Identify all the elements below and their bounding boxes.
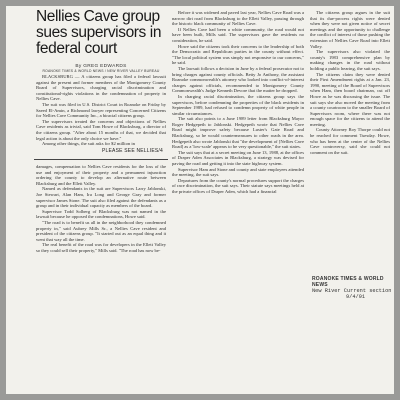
byline (36, 64, 166, 73)
byline-name: By GREG EDWARDS (75, 64, 127, 69)
paragraph: "The road is to benefit us all in the neighborhood they condemned property in," said Aubrey Mills Sr., a Nellies Cave resident and president of the citizens group. "It started out as an equal thing and it went that way all the time. (36, 219, 166, 242)
clipping-source-note (312, 276, 392, 301)
jump-line: PLEASE SEE NELLIES/4 (102, 148, 163, 154)
column-3 (310, 10, 390, 268)
paragraph: damages, compensation to Nellies Cave residents for the loss of the use and enjoyment of their property and a permanent injunction ordering the county to develop an alternative route between Blacksburg and the Ellett Valley. (36, 164, 166, 186)
paragraph: The suit says that at a secret meeting on June 13, 1988, at the offices of Draper Aden Associates in Blacksburg, a strategy was devised for paving the road and getting it into the state highway system. (172, 149, 304, 167)
clipping-source: ROANOKE TIMES & WORLD NEWS (312, 276, 384, 288)
paragraph: If Nellies Cave had been a white community, the road would not have been built, Mills said. The supervisors gave the residents no consideration, he said. (172, 26, 304, 43)
clipping-section: New River Current section (312, 288, 392, 294)
paragraph: The real benefit of the road was for developers in the Ellett Valley so they could sell their property," Mills said. "The road has now be- (36, 242, 166, 253)
paragraph: The citizens group argues in the suit that its due-process rights were denied when they were not given notice of secret meetings and the opportunity to challenge the conflict of interest of those pushing the extension of Nellies Cave Road into Ellett Valley. (310, 10, 390, 49)
column-1-bottom (36, 164, 166, 390)
paragraph: BLACKSBURG — A citizens group has filed a federal lawsuit against the present and former members of the Montgomery County Board of Supervisors, charging racial discrimination and constitutional-rights violations in the condemnation of property in Nellies Cave. (36, 74, 166, 102)
clipping-date: 9/4/91 (346, 294, 366, 301)
paragraph: Howe said the citizens took their concerns to the leadership of both the Democratic and Republican parties in the county without effect. "The local political system was simply not responsive to our concerns," he said. (172, 43, 304, 66)
paragraph: The suit was filed in U.S. District Court in Roanoke on Friday by Saeed El-Amin, a Richmond lawyer representing Concerned Citizens for Nellies Cave Community Inc., a biracial citizens group. (36, 101, 166, 119)
column-1-top (36, 74, 166, 146)
paragraph: The citizens claim they were denied their First Amendment rights at a Jan. 23, 1990, meeting of the Board of Supervisors when Ham, then board chairman, cut off Howe as he was discussing the issue. The suit says she also moved the meeting from a county courtroom to the smaller Board of Supervisors room, where there was not enough space for the citizens to attend the meeting. (310, 71, 390, 127)
paragraph: The suit also points to a June 1989 letter from Blacksburg Mayor Roger Hedgepeth to Jablonski. Hedgepeth wrote that Nellies Cave Road might improve safety because Luster's Gate Road and Blacksburg, so he would countermeasures to other roads in the area. Hedgepeth also wrote Jablonski that "the development of [Nellies Cave Road] as a 'low-scale' appears to be very questionable," the suit states. (172, 116, 304, 150)
paragraph: Supervisor Ham and Stone and county and state employees attended the meeting, the suit says. (172, 166, 304, 178)
section-divider (34, 159, 168, 160)
paragraph: Before it was widened and paved last year, Nellies Cave Road was a narrow dirt road from Blacksburg to the Ellett Valley, passing through the historic black community of Nellies Cave. (172, 10, 304, 27)
paragraph: The supervisors treated the concerns and objections of Nellies Cave residents as trivial, said Tom Howe of Blacksburg, a director of the citizens group. "After about 15 months of that, we decided that legal action is about the only choice we have." (36, 118, 166, 141)
paragraph: The lawsuit follows a decision in June by a federal prosecutor not to bring charges against county officials. Betty Jo Anthony, the assistant Roanoke commonwealth's attorney who looked into conflict-of-interest charges against officials, recommended to Montgomery County Commonwealth's Judge Kenneth Devore that the matter be dropped. (172, 65, 304, 94)
paragraph: Departures from the county's normal procedures support the charges of race discrimination, the suit says. Their statute says meetings held at the private offices of Draper Aden, which had a financial (172, 177, 304, 194)
newspaper-clipping (6, 6, 394, 394)
paragraph: In charging racial discrimination, the citizens group says the supervisors, before condemning the properties of the black residents in September 1989, had refused to condemn property of white people in similar circumstances. (172, 93, 304, 116)
paragraph: County Attorney Roy Thorpe could not be reached for comment Tuesday. Howe, who has been at the center of the Nellies Cave controversy, said she could not comment on the suit. (310, 127, 390, 155)
column-2 (172, 10, 304, 390)
paragraph: Named as defendants in the suit are Supervisors Larry Jablonski, Joe Stewart, Alan Ham, Ira Long and George Gray and former supervisor James Stone. The suit also filed against the defendants as a group and in their individual capacity as members of the board. (36, 186, 166, 209)
headline: Nellies Cave group sues supervisors in federal court (36, 8, 162, 57)
paragraph: Supervisor Todd Solberg of Blacksburg was not named in the lawsuit because he opposed the condemnations, Howe said. (36, 208, 166, 220)
paragraph: The supervisors also violated the county's 1983 comprehensive plan by making changes in the road without holding a public hearing, the suit says. (310, 49, 390, 71)
paragraph: Among other things, the suit asks for $2 million in (42, 141, 135, 146)
byline-org: ROANOKE TIMES & WORLD NEWS / NEW RIVER VALLEY BUREAU (42, 69, 160, 73)
